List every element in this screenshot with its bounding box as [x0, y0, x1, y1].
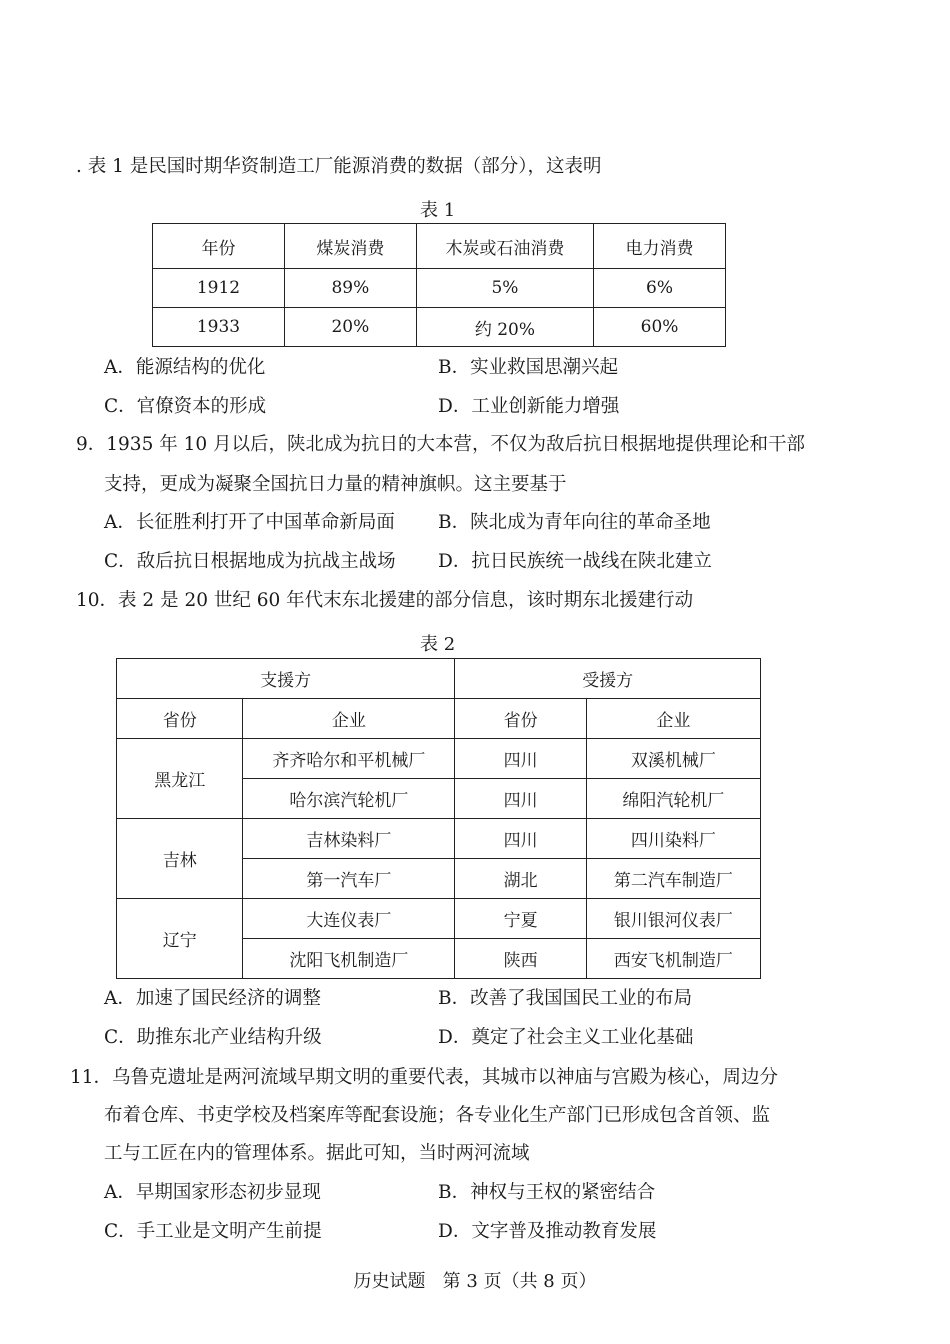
table2-sub-header: 企业 [586, 699, 760, 739]
table2-cell: 四川 [455, 739, 586, 779]
q11-option-c: C．手工业是文明产生前提 [104, 1221, 322, 1242]
q9-stem-line2: 支持，更成为凝聚全国抗日力量的精神旗帜。这主要基于 [104, 474, 567, 495]
table2-cell: 吉林染料厂 [243, 819, 455, 859]
table2-group-header: 支援方 [117, 659, 455, 699]
page-footer [0, 1267, 950, 1293]
table2-cell: 第二汽车制造厂 [586, 859, 760, 899]
table2-cell: 大连仪表厂 [243, 899, 455, 939]
table2-cell: 哈尔滨汽轮机厂 [243, 779, 455, 819]
table1-cell: 20% [284, 308, 416, 347]
q9-option-c: C．敌后抗日根据地成为抗战主战场 [104, 551, 396, 572]
table2-cell: 四川 [455, 819, 586, 859]
table2-sub-header: 省份 [455, 699, 586, 739]
table1-header-cell: 电力消费 [594, 224, 726, 269]
table2-province: 辽宁 [117, 899, 243, 979]
table1-header-row [153, 224, 726, 269]
table-row [117, 899, 761, 939]
table1-cell: 6% [594, 269, 726, 308]
table2-cell: 四川染料厂 [586, 819, 760, 859]
q10-option-c: C．助推东北产业结构升级 [104, 1027, 322, 1048]
table1-header-cell: 煤炭消费 [284, 224, 416, 269]
q10-option-b: B．改善了我国国民工业的布局 [438, 988, 693, 1009]
table1-cell: 5% [416, 269, 593, 308]
q11-stem-line1: 11．乌鲁克遗址是两河流域早期文明的重要代表，其城市以神庙与宫殿为核心，周边分 [70, 1067, 779, 1088]
table2-cell: 银川银河仪表厂 [586, 899, 760, 939]
table2-group-header: 受援方 [455, 659, 761, 699]
table2-province: 黑龙江 [117, 739, 243, 819]
table2-cell: 绵阳汽轮机厂 [586, 779, 760, 819]
q11-option-a: A．早期国家形态初步显现 [104, 1182, 321, 1203]
q11-stem-line3: 工与工匠在内的管理体系。据此可知，当时两河流域 [104, 1143, 530, 1164]
table2-cell: 沈阳飞机制造厂 [243, 939, 455, 979]
q8-option-b: B．实业救国思潮兴起 [438, 357, 619, 378]
table2-sub-header: 企业 [243, 699, 455, 739]
q9-option-a: A．长征胜利打开了中国革命新局面 [104, 512, 395, 533]
table2-cell: 陕西 [455, 939, 586, 979]
table2-caption: 表 2 [420, 634, 456, 655]
table-row [117, 819, 761, 859]
q8-option-d: D．工业创新能力增强 [438, 396, 620, 417]
q11-stem-line2: 布着仓库、书吏学校及档案库等配套设施；各专业化生产部门已形成包含首领、监 [104, 1105, 771, 1126]
table1-caption: 表 1 [420, 200, 456, 221]
q10-option-a: A．加速了国民经济的调整 [104, 988, 321, 1009]
q8-option-a: A．能源结构的优化 [104, 357, 266, 378]
table2-group-header-row [117, 659, 761, 699]
table1-cell: 1933 [153, 308, 285, 347]
q9-stem-line1: 9．1935 年 10 月以后，陕北成为抗日的大本营，不仅为敌后抗日根据地提供理论和干部 [76, 434, 806, 455]
table2-cell: 宁夏 [455, 899, 586, 939]
table2-province: 吉林 [117, 819, 243, 899]
table2-cell: 湖北 [455, 859, 586, 899]
table2-cell: 四川 [455, 779, 586, 819]
table1-header-cell: 木炭或石油消费 [416, 224, 593, 269]
table-row [153, 269, 726, 308]
table2-sub-header: 省份 [117, 699, 243, 739]
q8-option-c: C．官僚资本的形成 [104, 396, 267, 417]
table2-cell: 第一汽车厂 [243, 859, 455, 899]
table-row [117, 739, 761, 779]
table1-cell: 1912 [153, 269, 285, 308]
table2-cell: 双溪机械厂 [586, 739, 760, 779]
table-row [153, 308, 726, 347]
q9-option-d: D．抗日民族统一战线在陕北建立 [438, 551, 712, 572]
table2-cell: 齐齐哈尔和平机械厂 [243, 739, 455, 779]
table1-cell: 89% [284, 269, 416, 308]
q10-option-d: D．奠定了社会主义工业化基础 [438, 1027, 694, 1048]
q11-option-b: B．神权与王权的紧密结合 [438, 1182, 656, 1203]
q11-option-d: D．文字普及推动教育发展 [438, 1221, 657, 1242]
table1-cell: 60% [594, 308, 726, 347]
table2-sub-header-row [117, 699, 761, 739]
table1-header-cell: 年份 [153, 224, 285, 269]
q9-option-b: B．陕北成为青年向往的革命圣地 [438, 512, 711, 533]
page-footer-text: 历史试题 第 3 页（共 8 页） [353, 1271, 597, 1292]
q10-stem: 10．表 2 是 20 世纪 60 年代末东北援建的部分信息，该时期东北援建行动 [76, 590, 694, 611]
table2-cell: 西安飞机制造厂 [586, 939, 760, 979]
q8-stem: . 表 1 是民国时期华资制造工厂能源消费的数据（部分），这表明 [76, 156, 602, 177]
table1-cell: 约 20% [416, 308, 593, 347]
table2 [116, 658, 761, 979]
table1 [152, 223, 726, 347]
